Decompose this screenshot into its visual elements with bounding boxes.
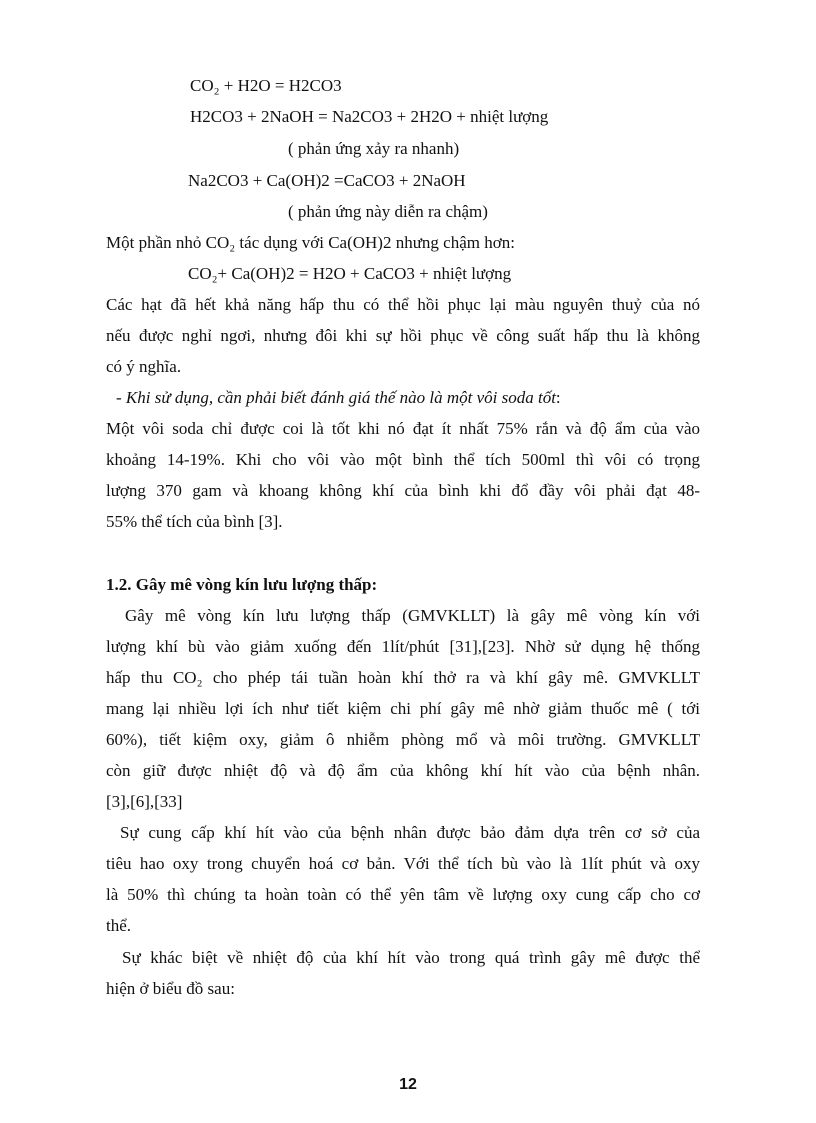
equation-2: H2CO3 + 2NaOH = Na2CO3 + 2H2O + nhiệt lượng bbox=[190, 107, 549, 126]
italic-criteria-text: - Khi sử dụng, cần phải biết đánh giá thế nào là một vôi soda tốt bbox=[116, 388, 556, 407]
paragraph-line: thể. bbox=[106, 916, 132, 935]
page-number: 12 bbox=[399, 1076, 417, 1093]
paragraph-line: Sự khác biệt về nhiệt độ của khí hít vào trong quá trình gây mê được thể bbox=[122, 948, 700, 967]
equation-4: CO₂+ Ca(OH)2 = H2O + CaCO3 + nhiệt lượng bbox=[188, 264, 512, 283]
paragraph-line: mang lại nhiều lợi ích như tiết kiệm chi phí gây mê nhờ giảm thuốc mê ( tới bbox=[106, 699, 700, 718]
paragraph-line: Sự cung cấp khí hít vào của bệnh nhân được bảo đảm dựa trên cơ sở của bbox=[120, 823, 700, 842]
reaction-note-2: ( phản ứng này diễn ra chậm) bbox=[288, 202, 488, 221]
paragraph-line: 55% thể tích của bình [3]. bbox=[106, 512, 283, 531]
equation-intro: Một phần nhỏ CO₂ tác dụng với Ca(OH)2 nhưng chậm hơn: bbox=[106, 233, 515, 252]
italic-criteria-colon: : bbox=[555, 388, 561, 407]
paragraph-line: Các hạt đã hết khả năng hấp thu có thể hồi phục lại màu nguyên thuỷ của nó bbox=[106, 295, 700, 314]
paragraph-line: lượng khí bù vào giảm xuống đến 1lít/phút [31],[23]. Nhờ sử dụng hệ thống bbox=[106, 637, 700, 656]
section-heading: 1.2. Gây mê vòng kín lưu lượng thấp: bbox=[106, 575, 378, 594]
paragraph-line: nếu được nghỉ ngơi, nhưng đôi khi sự hồi phục về công suất hấp thu là không bbox=[106, 326, 700, 345]
paragraph-line: là 50% thì chúng ta hoàn toàn có thể yên tâm về lượng oxy cung cấp cho cơ bbox=[106, 885, 700, 904]
reaction-note-1: ( phản ứng xảy ra nhanh) bbox=[288, 139, 460, 158]
paragraph-line: còn giữ được nhiệt độ và độ ẩm của không khí hít vào của bệnh nhân. bbox=[106, 761, 700, 780]
paragraph-line: Gây mê vòng kín lưu lượng thấp (GMVKLLT) là gây mê vòng kín với bbox=[125, 606, 700, 625]
paragraph-line: 60%), tiết kiệm oxy, giảm ô nhiễm phòng mổ và môi trường. GMVKLLT bbox=[106, 730, 700, 749]
paragraph-line: hấp thu CO₂ cho phép tái tuần hoàn khí thở ra và khí gây mê. GMVKLLT bbox=[106, 668, 700, 687]
italic-criteria-line bbox=[116, 387, 561, 409]
paragraph-line: hiện ở biểu đồ sau: bbox=[106, 979, 235, 998]
equation-1: CO₂ + H2O = H2CO3 bbox=[190, 76, 342, 95]
paragraph-line: khoảng 14-19%. Khi cho vôi vào một bình thể tích 500ml thì vôi có trọng bbox=[106, 450, 700, 469]
paragraph-line: có ý nghĩa. bbox=[106, 357, 182, 376]
paragraph-line: [3],[6],[33] bbox=[106, 792, 183, 811]
equation-3: Na2CO3 + Ca(OH)2 =CaCO3 + 2NaOH bbox=[188, 171, 466, 190]
paragraph-line: Một vôi soda chỉ được coi là tốt khi nó đạt ít nhất 75% rắn và độ ẩm của vào bbox=[106, 419, 700, 438]
paragraph-line: lượng 370 gam và khoang không khí của bình khi đổ đầy vôi phải đạt 48- bbox=[106, 481, 700, 500]
paragraph-line: tiêu hao oxy trong chuyển hoá cơ bản. Với thể tích bù vào là 1lít phút và oxy bbox=[106, 854, 700, 873]
